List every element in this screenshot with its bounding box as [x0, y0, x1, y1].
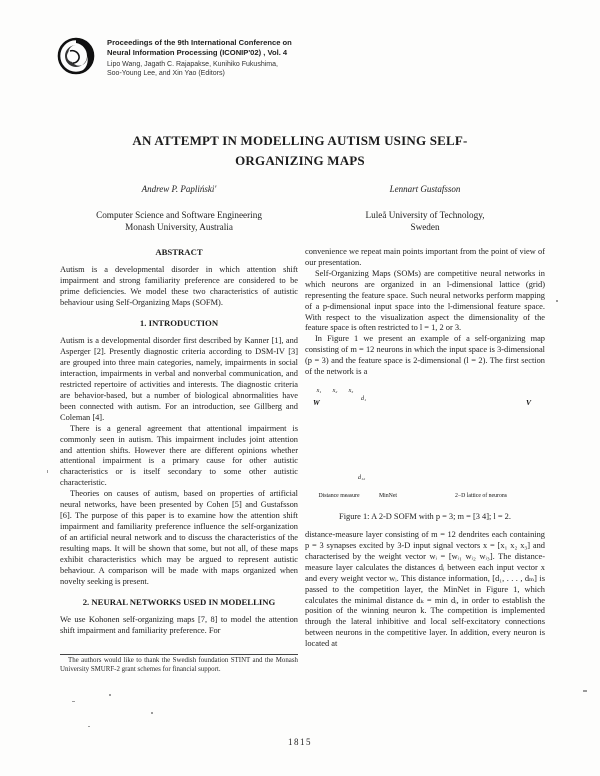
figure-input-label-x2: x₂: [332, 388, 338, 395]
editors-line-2: Soo-Young Lee, and Xin Yao (Editors): [107, 70, 225, 78]
sofm-network-diagram: [305, 383, 545, 509]
author-affiliation-left-2: Monash University, Australia: [125, 221, 233, 232]
abstract-heading: ABSTRACT: [155, 247, 203, 257]
figure-lattice-label: 2−D lattice of neurons: [454, 493, 508, 500]
author-affiliation-right-1: Luleå University of Technology,: [365, 210, 485, 220]
author-block-right: [305, 184, 545, 234]
scan-speck: [556, 300, 558, 302]
proceedings-line-2: Neural Information Processing (ICONIP'02) , Vol. 4: [107, 48, 288, 58]
figure-distance-measure-label: Distance measure: [318, 493, 360, 500]
right-paragraph-3: In Figure 1 we present an example of a self-organizing map consisting of m = 12 neurons in which the input space is 3-dimensional (p = 3) and the feature space is 2-dimensional (l = 2). The first section of the network is a: [305, 334, 545, 377]
intro-paragraph-3: Theories on causes of autism, based on properties of artificial neural networks, have been presented by Cohen [5] and Gustafsson [6]. The purpose of this paper is to examine how the attention shift impairment and familiarity preference influence the self-organization of an artificial neural network and to discuss the characteristics of the resulting maps. It will be shown that some, but not all, of these maps exhibit characteristics which may be argued to represent autistic behaviour. A comparison will be made with maps organized when novelty seeking is present.: [60, 489, 298, 586]
left-column: [60, 247, 298, 675]
author-affiliation-right-2: Sweden: [410, 221, 440, 232]
scan-speck: [583, 690, 587, 692]
figure-minnet-label: MinNet: [378, 493, 398, 500]
proceedings-line-1: Proceedings of the 9th International Conference on: [107, 38, 292, 47]
scan-speck: [47, 470, 48, 473]
right-paragraph-2: Self-Organizing Maps (SOMs) are competitive neural networks in which neurons are organized in an l-dimensional lattice (grid) representing the feature space. Such neural networks perform mapping of a p-dimensional input space into the l-dimensional feature space. With respect to the visualization aspect the dimensionality of the feature space is often restricted to l = 1, 2 or 3.: [305, 268, 545, 333]
globe-swirl-icon: [56, 36, 96, 76]
abstract-text: Autism is a developmental disorder in which attention shift impairment and strong familiarity preference are considered to be prime deficiencies. We model these two characteristics of autistic behaviour using Self-Organizing Maps (SOFM).: [60, 265, 298, 308]
acknowledgement-footnote: The authors would like to thank the Swedish foundation STINT and the Monash University SMURF-2 grant schemes for financial support.: [60, 654, 298, 675]
right-paragraph-4: distance-measure layer consisting of m = 12 dendrites each containing p = 3 synapses excited by 3-D input signal vectors x = [x₁ x₂ x₃] and characterised by the weight vector wᵢ = [wᵢ₁ wᵢ₂ wᵢ₃]. The distance-measure layer calculates the distances dᵢ between each input vector x and every weight vector wᵢ. This distance information, [d₁, . . . , dₘ] is passed to the competition layer, the MinNet in Figure 1, which calculates the minimal distance dₖ = min dᵢ, in order to establish the position of the winning neuron k. The competition is implemented through the lateral inhibitive and local self-excitatory connections between neurons in the competitive layer. In addition, every neuron is located at: [305, 529, 545, 649]
figure-weight-matrix-label: W: [313, 398, 320, 408]
editors-line-1: Lipo Wang, Jagath C. Rajapakse, Kunihiko Fukushima,: [107, 61, 278, 69]
section-2-heading: 2. NEURAL NETWORKS USED IN MODELLING: [82, 596, 276, 607]
author-affiliation-left-1: Computer Science and Software Engineering: [96, 210, 262, 220]
author-name-left: Andrew P. Papliński′: [141, 184, 217, 194]
scan-speck: [88, 726, 90, 727]
intro-paragraph-1: Autism is a developmental disorder first described by Kanner [1], and Asperger [2]. Presently diagnostic criteria according to DSM-IV [3] are grouped into three main categories, namely, impairments in social interaction, impairments in verbal and nonverbal communication, and restricted repertoire of activities and interests. The diagnostic criteria are behavior-based, but a number of biological abnormalities have been connected with autism. For an introduction, see Gillberg and Coleman [4].: [60, 336, 298, 422]
scan-speck: [72, 701, 75, 702]
intro-paragraph-2: There is a general agreement that attentional impairment is commonly seen in autism. This impairment includes joint attention and attention shifts. However there are different opinions whether attentional impairment is a primary cause for other autistic characteristics or is itself secondary to some other autistic characteristic.: [60, 423, 298, 488]
right-paragraph-1: convenience we repeat main points important from the point of view of our presentation.: [305, 247, 545, 267]
page-number: 1815: [288, 737, 312, 747]
figure-1-caption: Figure 1: A 2-D SOFM with p = 3; m = [3 4]; l = 2.: [339, 512, 511, 522]
scan-speck: [109, 694, 111, 696]
section-1-heading: 1. INTRODUCTION: [139, 318, 219, 328]
paper-title: AN ATTEMPT IN MODELLING AUTISM USING SELF-ORGANIZING MAPS: [132, 133, 468, 169]
author-block-left: [60, 184, 298, 234]
figure-input-label-x3: x₃: [348, 388, 354, 395]
figure-d12-label: d₁₂: [358, 475, 366, 482]
right-column: [305, 247, 545, 650]
publisher-header: [56, 36, 292, 78]
figure-1: [305, 383, 545, 523]
figure-d1-label: d₁: [361, 396, 367, 403]
author-name-right: Lennart Gustafsson: [389, 184, 461, 194]
figure-output-matrix-label: V: [525, 398, 531, 408]
figure-input-label-x1: x₁: [316, 388, 322, 395]
section-2-paragraph-1: We use Kohonen self-organizing maps [7, 8] to model the attention shift impairment and familiarity preference. For: [60, 614, 298, 635]
scan-speck: [151, 712, 153, 714]
